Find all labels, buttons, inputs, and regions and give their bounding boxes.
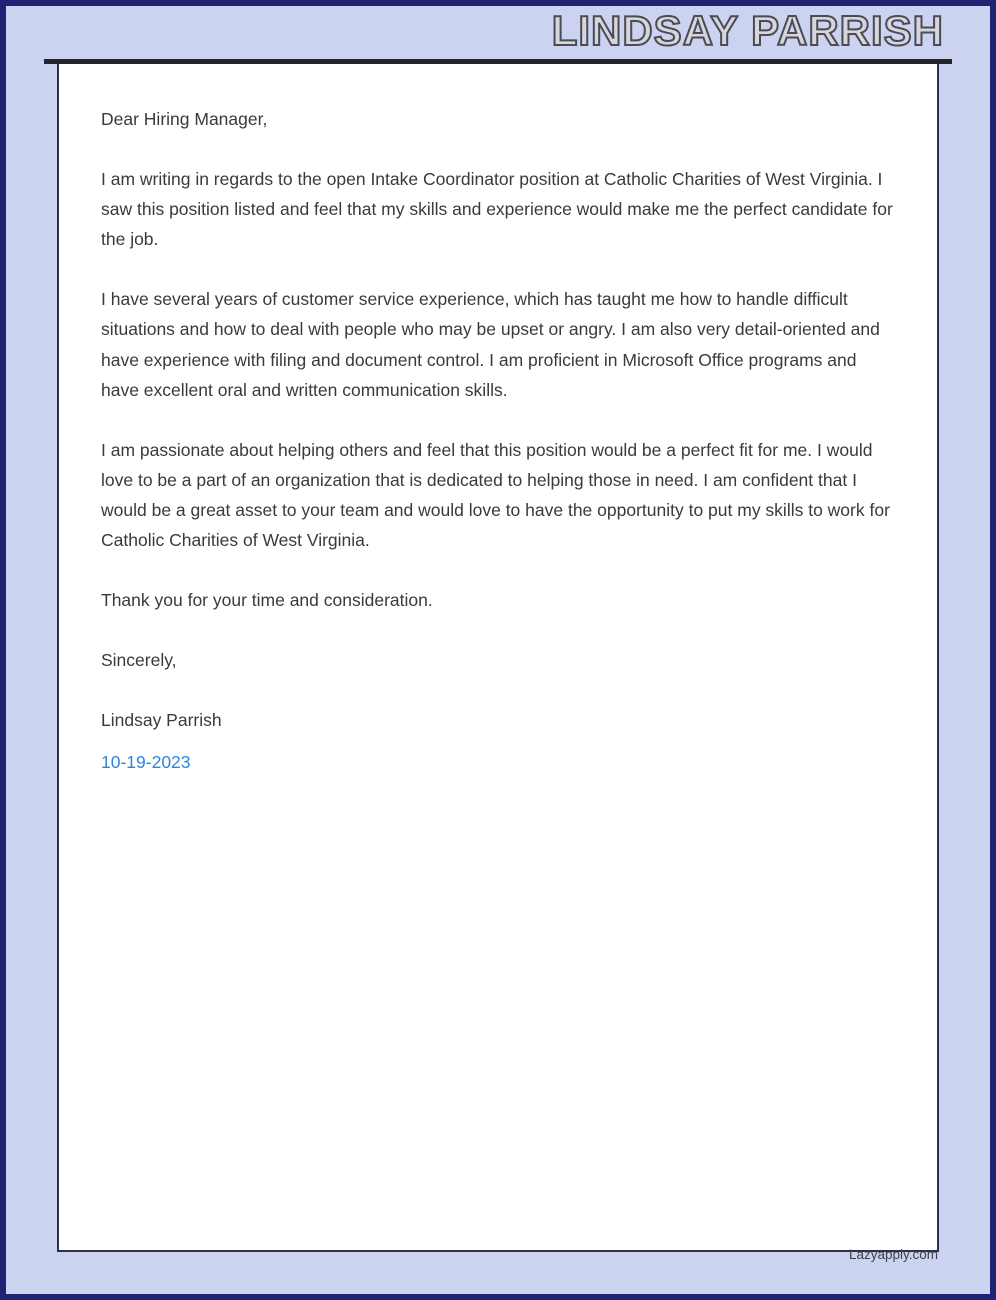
- greeting: Dear Hiring Manager,: [101, 109, 268, 129]
- signoff-line: Sincerely,: [101, 650, 177, 671]
- letter-date: 10-19-2023: [101, 752, 191, 773]
- footer-watermark: Lazyapply.com: [848, 1247, 938, 1262]
- letter-page: [57, 64, 939, 1252]
- paragraph-intro: I am writing in regards to the open Intake Coordinator position at Catholic Charities of West Virginia. I saw this position listed and feel that my skills and experience would make me the perfect candidate for the job.: [101, 169, 893, 250]
- paragraph-experience: I have several years of customer service experience, which has taught me how to handle difficult situations and how to deal with people who may be upset or angry. I am also very detail-oriented and have experience with filing and document control. I am proficient in Microsoft Office programs and have excellent oral and written communication skills.: [101, 289, 880, 400]
- letter-header: [6, 6, 990, 56]
- applicant-name-header: LINDSAY PARRISH: [551, 7, 944, 54]
- thank-you-line: Thank you for your time and consideration.: [101, 590, 433, 611]
- signature-name: Lindsay Parrish: [101, 710, 222, 731]
- paragraph-motivation: I am passionate about helping others and feel that this position would be a perfect fit for me. I would love to be a part of an organization that is dedicated to helping those in need. I am confident that I would be a great asset to your team and would love to have the opportunity to put my skills to work for Catholic Charities of West Virginia.: [101, 439, 890, 551]
